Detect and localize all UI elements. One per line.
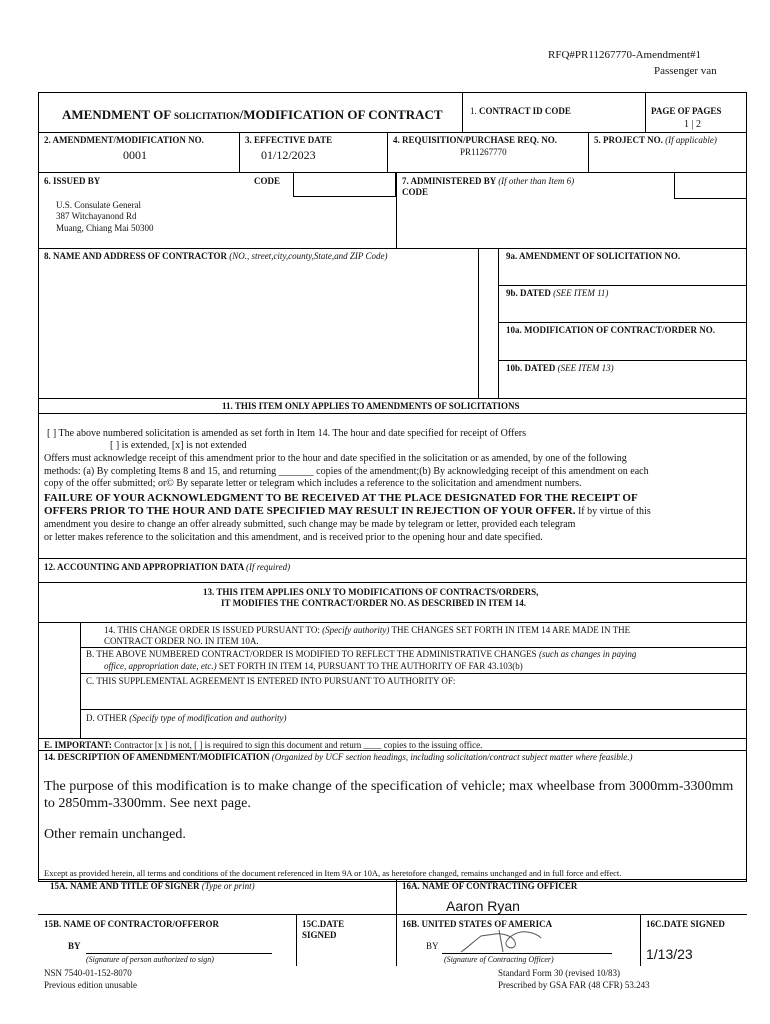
item3-label: 3. EFFECTIVE DATE xyxy=(245,135,333,145)
officer-signature-hint: (Signature of Contracting Officer) xyxy=(444,955,554,964)
requisition-number: PR11267770 xyxy=(460,147,507,157)
except-provided-line: Except as provided herein, all terms and conditions of the document referenced in Item 9A or 10A, as heretofore changed, remains unchanged and in full force and effect. xyxy=(44,868,622,878)
item11-line-1: [ ] The above numbered solicitation is amended as set forth in Item 14. The hour and date specified for receipt of Offers xyxy=(47,428,527,439)
item8-label: 8. NAME AND ADDRESS OF CONTRACTOR (NO., street,city,county,State,and ZIP Code) xyxy=(44,251,388,261)
contracting-officer-name: Aaron Ryan xyxy=(446,898,520,914)
item16a-label: 16A. NAME OF CONTRACTING OFFICER xyxy=(402,881,578,891)
item11-line-5: copy of the offer submitted; or© By separate letter or telegram which includes a reference to the solicitation and amendment numbers. xyxy=(44,478,582,489)
item6-label: 6. ISSUED BY xyxy=(44,176,101,186)
item15c-label-2: SIGNED xyxy=(302,930,337,940)
issued-by-line-1: U.S. Consulate General xyxy=(56,200,141,210)
date-signed-value: 1/13/23 xyxy=(646,946,693,962)
item15a-label: 15A. NAME AND TITLE OF SIGNER (Type or print) xyxy=(50,881,255,891)
item2-label: 2. AMENDMENT/MODIFICATION NO. xyxy=(44,135,204,145)
item4-label: 4. REQUISITION/PURCHASE REQ. NO. xyxy=(393,135,558,145)
nsn-number: NSN 7540-01-152-8070 xyxy=(44,968,132,978)
item14-body-line-1: The purpose of this modification is to make change of the specification of vehicle; max wheelbase from 3000mm-3300mm xyxy=(44,779,734,794)
page-of-pages-value: 1 | 2 xyxy=(684,119,702,130)
previous-edition: Previous edition unusable xyxy=(44,980,137,990)
item9a-label: 9a. AMENDMENT OF SOLICITATION NO. xyxy=(506,251,681,261)
officer-by-label: BY xyxy=(426,941,439,951)
item13a-line-1: 14. THIS CHANGE ORDER IS ISSUED PURSUANT TO: (Specify authority) THE CHANGES SET FORTH IN ITEM 14 ARE MADE IN THE xyxy=(104,625,631,635)
item14-body-line-2: to 2850mm-3300mm. See next page. xyxy=(44,796,251,811)
item11-warning-1: FAILURE OF YOUR ACKNOWLEDGMENT TO BE RECEIVED AT THE PLACE DESIGNATED FOR THE RECEIPT OF xyxy=(44,492,638,504)
amendment-number: 0001 xyxy=(123,148,147,162)
prescribed-by: Prescribed by GSA FAR (48 CFR) 53.243 xyxy=(498,980,650,990)
item11-line-3: Offers must acknowledge receipt of this amendment prior to the hour and date specified in the solicitation or as amended, by one of the following xyxy=(44,453,627,464)
officer-signature-mark xyxy=(455,922,555,958)
item13c-text: C. THIS SUPPLEMENTAL AGREEMENT IS ENTERED INTO PURSUANT TO AUTHORITY OF: xyxy=(86,676,456,686)
item10a-label: 10a. MODIFICATION OF CONTRACT/ORDER NO. xyxy=(506,325,716,335)
item14-label: 14. DESCRIPTION OF AMENDMENT/MODIFICATION (Organized by UCF section headings, including solicitation/contract subject matter where feasible.) xyxy=(44,752,633,762)
item13d-text: D. OTHER (Specify type of modification and authority) xyxy=(86,713,287,723)
item5-label: 5. PROJECT NO. (If applicable) xyxy=(594,135,717,145)
form-title: AMENDMENT OF SOLICITATION/MODIFICATION OF CONTRACT xyxy=(62,107,443,122)
important-line: E. IMPORTANT: Contractor [x ] is not, [ ] is required to sign this document and return ____ copies to the issuing office. xyxy=(44,740,483,750)
item14-body-line-3: Other remain unchanged. xyxy=(44,827,186,842)
issued-by-line-3: Muang, Chiang Mai 50300 xyxy=(56,223,154,233)
item13b-line-2: office, appropriation date, etc.) SET FORTH IN ITEM 14, PURSUANT TO THE AUTHORITY OF FAR 43.103(b) xyxy=(104,661,523,671)
item6-code-box xyxy=(293,172,396,197)
contractor-signature-line[interactable] xyxy=(86,953,272,954)
page-of-pages-label: PAGE OF PAGES xyxy=(651,106,722,116)
item12-label: 12. ACCOUNTING AND APPROPRIATION DATA (If required) xyxy=(44,562,291,572)
contractor-signature-hint: (Signature of person authorized to sign) xyxy=(86,955,214,964)
item6-code-label: CODE xyxy=(254,176,281,186)
item13-heading-2: IT MODIFIES THE CONTRACT/ORDER NO. AS DESCRIBED IN ITEM 14. xyxy=(221,598,526,608)
item13b-line-1: B. THE ABOVE NUMBERED CONTRACT/ORDER IS MODIFIED TO REFLECT THE ADMINISTRATIVE CHANGES (such as changes in paying xyxy=(86,649,637,659)
item9b-label: 9b. DATED (SEE ITEM 11) xyxy=(506,288,609,298)
item7-code-box xyxy=(674,172,747,199)
subject-line: Passenger van xyxy=(654,65,717,77)
item16b-label: 16B. UNITED STATES OF AMERICA xyxy=(402,919,553,929)
item7-label: 7. ADMINISTERED BY (If other than Item 6) xyxy=(402,176,575,186)
item11-line-2: [ ] is extended, [x] is not extended xyxy=(110,440,247,451)
item10b-label: 10b. DATED (SEE ITEM 13) xyxy=(506,363,614,373)
contractor-by-label: BY xyxy=(68,941,81,951)
item7-code-label: CODE xyxy=(402,187,429,197)
item15c-label-1: 15C.DATE xyxy=(302,919,345,929)
item13-heading-1: 13. THIS ITEM APPLIES ONLY TO MODIFICATIONS OF CONTRACTS/ORDERS, xyxy=(203,587,539,597)
issued-by-line-2: 387 Witchayanond Rd xyxy=(56,211,137,221)
item16c-label: 16C.DATE SIGNED xyxy=(646,919,725,929)
standard-form: Standard Form 30 (revised 10/83) xyxy=(498,968,620,978)
item11-heading: 11. THIS ITEM ONLY APPLIES TO AMENDMENTS OF SOLICITATIONS xyxy=(222,401,520,411)
contract-id-label: 1. CONTRACT ID CODE xyxy=(470,106,571,116)
item13a-line-2: CONTRACT ORDER NO. IN ITEM 10A. xyxy=(104,636,259,646)
item11-warning-2: OFFERS PRIOR TO THE HOUR AND DATE SPECIFIED MAY RESULT IN REJECTION OF YOUR OFFER. If by virtue of this xyxy=(44,505,651,517)
item11-line-9: or letter makes reference to the solicitation and this amendment, and is received prior to the opening hour and date specified. xyxy=(44,532,543,543)
item11-line-4: methods: (a) By completing Items 8 and 15, and returning _______ copies of the amendment;(b) By acknowledging receipt of this amendment on each xyxy=(44,466,649,477)
item15b-label: 15B. NAME OF CONTRACTOR/OFFEROR xyxy=(44,919,220,929)
item11-line-8: amendment you desire to change an offer already submitted, such change may be made by telegram or letter, provided each telegram xyxy=(44,519,576,530)
effective-date: 01/12/2023 xyxy=(261,148,316,162)
rfq-number: RFQ#PR11267770-Amendment#1 xyxy=(548,49,701,61)
